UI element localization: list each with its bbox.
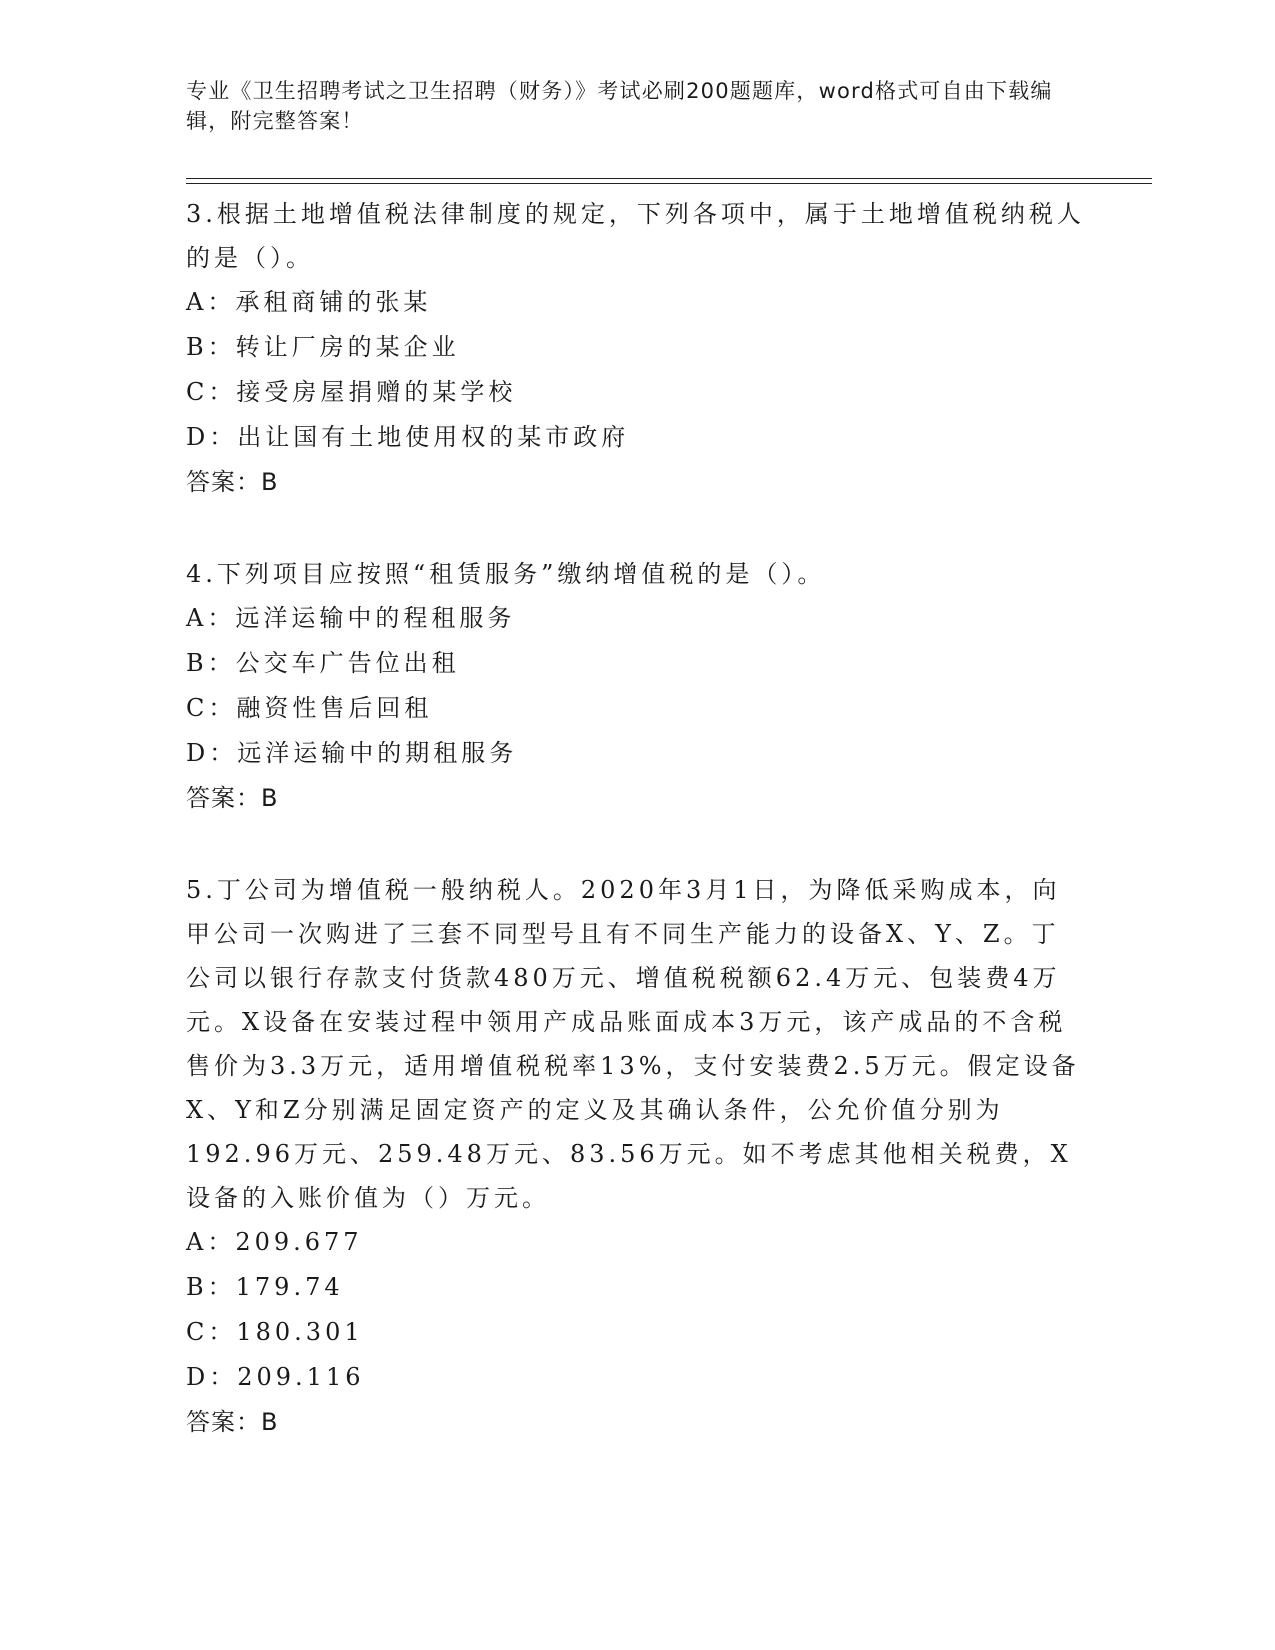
answer-line: 答案：B — [186, 784, 279, 812]
question-stem: 4.下列项目应按照“租赁服务”缴纳增值税的是（）。 — [186, 560, 826, 588]
question-list — [186, 192, 1086, 1445]
question-stem: 5.丁公司为增值税一般纳税人。2020年3月1日，为降低采购成本，向甲公司一次购进了三套不同型号且有不同生产能力的设备X、Y、Z。丁公司以银行存款支付货款480万元、增值税税额62.4万元、包装费4万元。X设备在安装过程中领用产成品账面成本3万元，该产成品的不含税售价为3.3万元，适用增值税税率13%，支付安装费2.5万元。假定设备X、Y和Z分别满足固定资产的定义及其确认条件，公允价值分别为192.96万元、259.48万元、83.56万元。如不考虑其他相关税费，X设备的入账价值为（）万元。 — [186, 876, 1080, 1212]
question-4 — [186, 552, 1086, 821]
option-a: A：209.677 — [186, 1228, 363, 1256]
option-c: C：融资性售后回租 — [186, 694, 433, 722]
option-d: D：远洋运输中的期租服务 — [186, 739, 518, 767]
header-divider-top — [186, 178, 1152, 179]
answer-line: 答案：B — [186, 1408, 279, 1436]
question-3 — [186, 192, 1086, 505]
question-5 — [186, 868, 1086, 1445]
header-divider-bottom — [186, 183, 1152, 184]
document-header: 专业《卫生招聘考试之卫生招聘（财务）》考试必刷200题题库，word格式可自由下载编辑，附完整答案！ — [186, 79, 1053, 133]
option-b: B：公交车广告位出租 — [186, 649, 460, 677]
option-c: C：接受房屋捐赠的某学校 — [186, 378, 517, 406]
option-a: A：承租商铺的张某 — [186, 288, 432, 316]
option-b: B：转让厂房的某企业 — [186, 333, 460, 361]
option-d: D：出让国有土地使用权的某市政府 — [186, 423, 630, 451]
option-d: D：209.116 — [186, 1363, 365, 1391]
question-stem: 3.根据土地增值税法律制度的规定，下列各项中，属于土地增值税纳税人的是（）。 — [186, 200, 1085, 272]
answer-line: 答案：B — [186, 468, 279, 496]
option-b: B：179.74 — [186, 1273, 344, 1301]
option-a: A：远洋运输中的程租服务 — [186, 604, 516, 632]
option-c: C：180.301 — [186, 1318, 364, 1346]
